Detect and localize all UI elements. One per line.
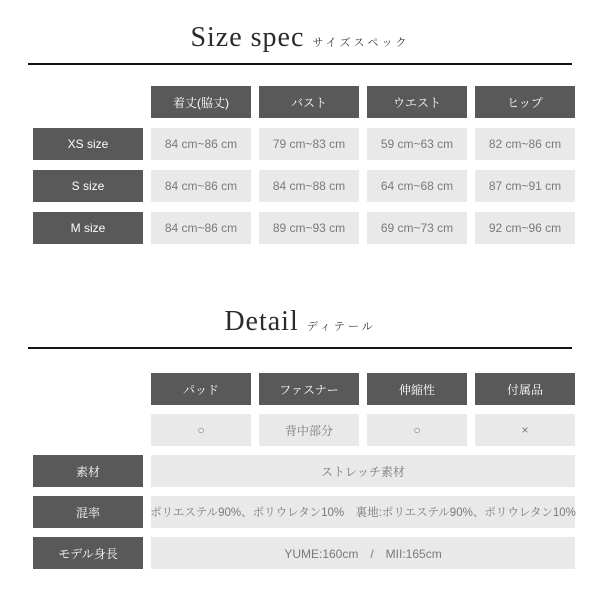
size-column-header-waist: ウエスト bbox=[367, 86, 467, 118]
detail-value-fastener: 背中部分 bbox=[259, 414, 359, 446]
size-cell-xs-length: 84 cm~86 cm bbox=[151, 128, 251, 160]
detail-row-label-model-height: モデル身長 bbox=[33, 537, 143, 569]
size-cell-s-waist: 64 cm~68 cm bbox=[367, 170, 467, 202]
size-column-header-hip: ヒップ bbox=[475, 86, 575, 118]
detail-column-header-stretch: 伸縮性 bbox=[367, 373, 467, 405]
size-row-label-s: S size bbox=[33, 170, 143, 202]
size-cell-m-length: 84 cm~86 cm bbox=[151, 212, 251, 244]
size-spec-title: Size spec bbox=[190, 22, 305, 53]
size-cell-m-bust: 89 cm~93 cm bbox=[259, 212, 359, 244]
detail-row-label-composition: 混率 bbox=[33, 496, 143, 528]
detail-value-accessory: × bbox=[475, 414, 575, 446]
detail-value-row-spacer bbox=[33, 414, 143, 446]
detail-subtitle: ディテール bbox=[306, 321, 376, 333]
detail-column-header-accessory: 付属品 bbox=[475, 373, 575, 405]
size-cell-s-length: 84 cm~86 cm bbox=[151, 170, 251, 202]
size-cell-s-bust: 84 cm~88 cm bbox=[259, 170, 359, 202]
detail-table-corner-spacer bbox=[33, 373, 143, 405]
size-row-label-xs: XS size bbox=[33, 128, 143, 160]
size-column-header-bust: バスト bbox=[259, 86, 359, 118]
detail-value-stretch: ○ bbox=[367, 414, 467, 446]
detail-value-pad: ○ bbox=[151, 414, 251, 446]
detail-title: Detail bbox=[224, 306, 299, 337]
detail-column-header-fastener: ファスナー bbox=[259, 373, 359, 405]
detail-row-value-model-height: YUME:160cm / MII:165cm bbox=[151, 537, 575, 569]
size-cell-xs-hip: 82 cm~86 cm bbox=[475, 128, 575, 160]
size-table-corner-spacer bbox=[33, 86, 143, 118]
size-row-label-m: M size bbox=[33, 212, 143, 244]
size-cell-xs-waist: 59 cm~63 cm bbox=[367, 128, 467, 160]
detail-row-value-material: ストレッチ素材 bbox=[151, 455, 575, 487]
size-spec-header bbox=[0, 0, 600, 54]
size-cell-m-hip: 92 cm~96 cm bbox=[475, 212, 575, 244]
size-cell-s-hip: 87 cm~91 cm bbox=[475, 170, 575, 202]
detail-column-header-pad: パッド bbox=[151, 373, 251, 405]
detail-divider bbox=[28, 347, 572, 349]
size-spec-divider bbox=[28, 63, 572, 65]
detail-table bbox=[33, 373, 600, 569]
detail-row-label-material: 素材 bbox=[33, 455, 143, 487]
detail-header bbox=[0, 244, 600, 338]
size-cell-xs-bust: 79 cm~83 cm bbox=[259, 128, 359, 160]
detail-row-value-composition: ポリエステル90%、ポリウレタン10% 裏地:ポリエステル90%、ポリウレタン10% bbox=[151, 496, 575, 528]
size-column-header-length: 着丈(脇丈) bbox=[151, 86, 251, 118]
size-spec-subtitle: サイズスペック bbox=[312, 37, 410, 49]
size-cell-m-waist: 69 cm~73 cm bbox=[367, 212, 467, 244]
size-table bbox=[33, 86, 600, 244]
